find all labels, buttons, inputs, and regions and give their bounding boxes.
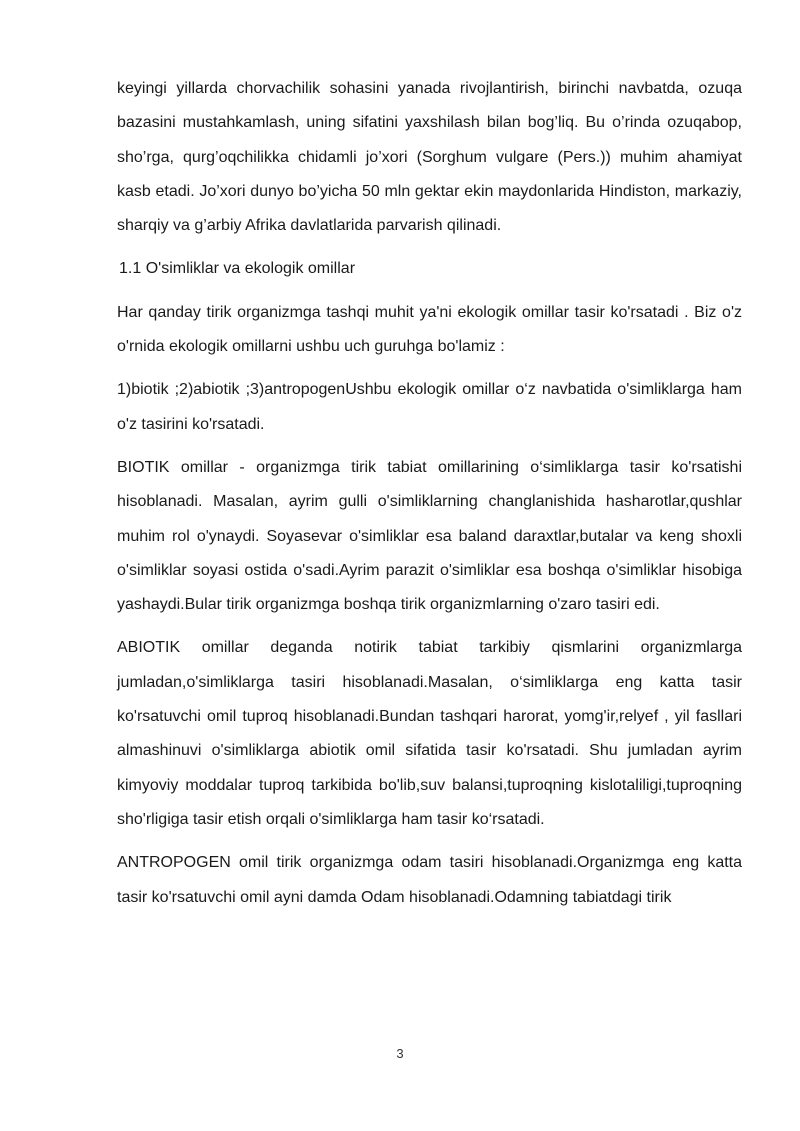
- paragraph-intro: keyingi yillarda chorvachilik sohasini yanada rivojlantirish, birinchi navbatda, ozuqa bazasini mustahkamlash, uning sifatini yaxshilash bilan bog’liq. Bu o’rinda ozuqabop, sho’rga, qurg’oqchilikka chidamli jo’xori (Sorghum vulgare (Pers.)) muhim ahamiyat kasb etadi. Jo’xori dunyo bo’yicha 50 mln gektar ekin maydonlarida Hindiston, markaziy, sharqiy va g’arbiy Afrika davlatlarida parvarish qilinadi.: [117, 80, 742, 235]
- paragraph-biotic: BIOTIK omillar - organizmga tirik tabiat omillarining o‘simliklarga tasir ko'rsatishi hisoblanadi. Masalan, ayrim gulli o'simliklarning changlanishida hasharotlar,qushlar muhim rol o'ynaydi. Soyasevar o'simliklar esa baland daraxtlar,butalar va keng shoxli o'simliklar soyasi ostida o'sadi.Ayrim parazit o'simliklar esa boshqa o'simliklar hisobiga yashaydi.Bular tirik organizmga boshqa tirik organizmlarning o'zaro tasiri edi.: [117, 458, 742, 614]
- section-heading: 1.1 O'simliklar va ekologik omillar: [119, 260, 356, 278]
- body-text: [117, 72, 742, 924]
- paragraph-ecological-factors: Har qanday tirik organizmga tashqi muhit ya'ni ekologik omillar tasir ko'rsatadi . Biz o'z o'rnida ekologik omillarni ushbu uch guruhga bo'lamiz :: [117, 303, 742, 356]
- page-number: 3: [396, 1046, 404, 1061]
- paragraph-abiotic: ABIOTIK omillar deganda notirik tabiat tarkibiy qismlarini organizmlarga jumladan,o'simliklarga tasiri hisoblanadi.Masalan, o‘simliklarga eng katta tasir ko'rsatuvchi omil tuproq hisoblanadi.Bundan tashqari harorat, yomg'ir,relyef , yil fasllari almashinuvi o'simliklarga abiotik omil sifatida tasir ko'rsatadi. Shu jumladan ayrim kimyoviy moddalar tuproq tarkibida bo'lib,suv balansi,tuproqning kislotaliligi,tuproqning sho'rligiga tasir etish orqali o'simliklarga ham tasir ko‘rsatadi.: [117, 639, 742, 828]
- paragraph-factor-groups: 1)biotik ;2)abiotik ;3)antropogenUshbu ekologik omillar o‘z navbatida o'simliklarga ham o'z tasirini ko'rsatadi.: [117, 381, 742, 433]
- paragraph-anthropogenic: ANTROPOGEN omil tirik organizmga odam tasiri hisoblanadi.Organizmga eng katta tasir ko'rsatuvchi omil ayni damda Odam hisoblanadi.Odamning tabiatdagi tirik: [117, 854, 742, 906]
